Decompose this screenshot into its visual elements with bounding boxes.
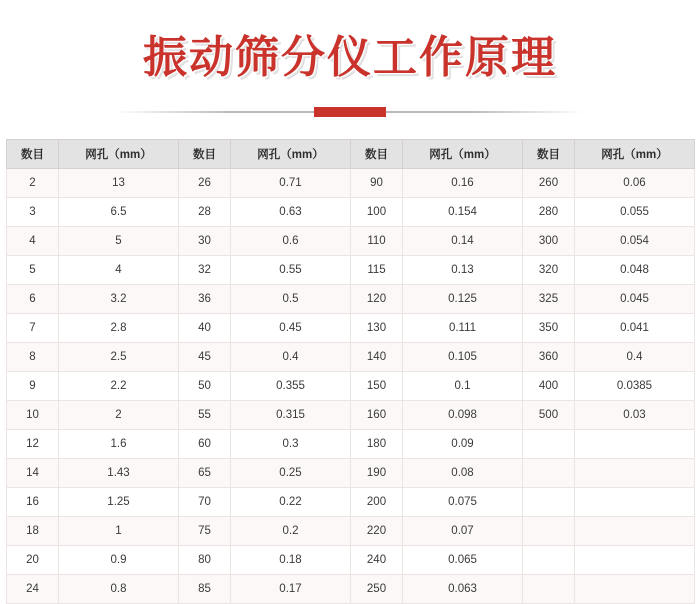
table-cell: 2.5: [59, 343, 179, 372]
table-cell: 240: [351, 546, 403, 575]
table-cell: 0.22: [231, 488, 351, 517]
table-row: [7, 343, 695, 372]
table-cell: 0.355: [231, 372, 351, 401]
table-row: [7, 285, 695, 314]
table-cell: 180: [351, 430, 403, 459]
table-row: [7, 372, 695, 401]
table-cell: 280: [523, 198, 575, 227]
table-body: [7, 169, 695, 604]
title-area: [0, 0, 700, 117]
table-cell: 140: [351, 343, 403, 372]
table-cell: 85: [179, 575, 231, 604]
table-cell: 100: [351, 198, 403, 227]
table-cell: 500: [523, 401, 575, 430]
table-row: [7, 430, 695, 459]
page-title: 振动筛分仪工作原理: [143, 32, 557, 83]
table-row: [7, 401, 695, 430]
table-cell: 0.55: [231, 256, 351, 285]
table-cell: [575, 546, 695, 575]
table-cell: [523, 517, 575, 546]
table-cell: 220: [351, 517, 403, 546]
table-cell: 0.9: [59, 546, 179, 575]
table-cell: 2: [7, 169, 59, 198]
table-cell: 24: [7, 575, 59, 604]
table-cell: 0.055: [575, 198, 695, 227]
table-cell: 55: [179, 401, 231, 430]
table-cell: 0.5: [231, 285, 351, 314]
column-header-mesh-count-4: 数目: [523, 140, 575, 169]
table-cell: 80: [179, 546, 231, 575]
table-cell: 8: [7, 343, 59, 372]
table-cell: 28: [179, 198, 231, 227]
table-cell: 120: [351, 285, 403, 314]
table-cell: 60: [179, 430, 231, 459]
table-cell: 36: [179, 285, 231, 314]
table-cell: 0.07: [403, 517, 523, 546]
table-cell: 320: [523, 256, 575, 285]
table-cell: 4: [7, 227, 59, 256]
column-header-aperture-1: 网孔（mm）: [59, 140, 179, 169]
table-cell: 300: [523, 227, 575, 256]
table-cell: 13: [59, 169, 179, 198]
column-header-mesh-count-2: 数目: [179, 140, 231, 169]
table-cell: 0.09: [403, 430, 523, 459]
column-header-mesh-count-1: 数目: [7, 140, 59, 169]
table-cell: 0.0385: [575, 372, 695, 401]
table-cell: 0.075: [403, 488, 523, 517]
table-cell: 0.03: [575, 401, 695, 430]
table-cell: 2.2: [59, 372, 179, 401]
table-cell: 250: [351, 575, 403, 604]
table-cell: 1.25: [59, 488, 179, 517]
table-cell: 0.17: [231, 575, 351, 604]
table-row: [7, 227, 695, 256]
table-cell: 26: [179, 169, 231, 198]
table-cell: 0.45: [231, 314, 351, 343]
table-cell: 3.2: [59, 285, 179, 314]
table-cell: 0.08: [403, 459, 523, 488]
table-cell: 9: [7, 372, 59, 401]
table-cell: 0.065: [403, 546, 523, 575]
table-cell: 190: [351, 459, 403, 488]
table-cell: 0.054: [575, 227, 695, 256]
table-cell: 0.041: [575, 314, 695, 343]
table-cell: 0.16: [403, 169, 523, 198]
table-cell: 0.8: [59, 575, 179, 604]
table-cell: 50: [179, 372, 231, 401]
table-cell: 0.063: [403, 575, 523, 604]
table-cell: 0.18: [231, 546, 351, 575]
table-row: [7, 459, 695, 488]
table-cell: 16: [7, 488, 59, 517]
table-cell: 0.71: [231, 169, 351, 198]
table-cell: [575, 488, 695, 517]
table-row: [7, 488, 695, 517]
table-cell: 400: [523, 372, 575, 401]
table-cell: 0.3: [231, 430, 351, 459]
table-header-row: [7, 140, 695, 169]
table-cell: 1.6: [59, 430, 179, 459]
column-header-aperture-2: 网孔（mm）: [231, 140, 351, 169]
table-cell: 65: [179, 459, 231, 488]
table-cell: 0.13: [403, 256, 523, 285]
table-cell: 0.048: [575, 256, 695, 285]
table-cell: 75: [179, 517, 231, 546]
table-cell: 0.125: [403, 285, 523, 314]
table-cell: 0.4: [231, 343, 351, 372]
table-cell: [523, 430, 575, 459]
table-cell: 0.111: [403, 314, 523, 343]
table-cell: 260: [523, 169, 575, 198]
table-cell: 325: [523, 285, 575, 314]
table-cell: 30: [179, 227, 231, 256]
column-header-aperture-4: 网孔（mm）: [575, 140, 695, 169]
table-cell: 14: [7, 459, 59, 488]
table-cell: [523, 459, 575, 488]
mesh-spec-table-wrap: [0, 139, 700, 604]
table-cell: 20: [7, 546, 59, 575]
table-cell: 70: [179, 488, 231, 517]
table-cell: 32: [179, 256, 231, 285]
table-cell: 1.43: [59, 459, 179, 488]
table-cell: [575, 575, 695, 604]
table-row: [7, 169, 695, 198]
title-divider: [115, 107, 585, 117]
table-cell: [575, 430, 695, 459]
table-cell: 7: [7, 314, 59, 343]
table-cell: 0.045: [575, 285, 695, 314]
table-cell: 0.06: [575, 169, 695, 198]
table-cell: 150: [351, 372, 403, 401]
column-header-mesh-count-3: 数目: [351, 140, 403, 169]
table-cell: 18: [7, 517, 59, 546]
table-cell: 0.154: [403, 198, 523, 227]
table-cell: 90: [351, 169, 403, 198]
mesh-spec-table: [6, 139, 695, 604]
table-header: [7, 140, 695, 169]
table-cell: 360: [523, 343, 575, 372]
table-cell: 0.14: [403, 227, 523, 256]
table-cell: [575, 517, 695, 546]
table-cell: 0.315: [231, 401, 351, 430]
table-cell: [523, 546, 575, 575]
table-cell: [523, 575, 575, 604]
table-cell: 0.25: [231, 459, 351, 488]
table-cell: [523, 488, 575, 517]
table-cell: 110: [351, 227, 403, 256]
table-row: [7, 314, 695, 343]
table-cell: 45: [179, 343, 231, 372]
table-cell: 4: [59, 256, 179, 285]
table-row: [7, 517, 695, 546]
table-cell: 10: [7, 401, 59, 430]
table-row: [7, 575, 695, 604]
table-row: [7, 256, 695, 285]
table-cell: 12: [7, 430, 59, 459]
table-cell: 2.8: [59, 314, 179, 343]
table-cell: 115: [351, 256, 403, 285]
divider-accent-block: [314, 107, 386, 117]
table-cell: 3: [7, 198, 59, 227]
table-cell: 0.098: [403, 401, 523, 430]
table-cell: 1: [59, 517, 179, 546]
table-cell: 5: [59, 227, 179, 256]
table-cell: 0.1: [403, 372, 523, 401]
table-cell: 0.63: [231, 198, 351, 227]
table-cell: 160: [351, 401, 403, 430]
table-cell: 2: [59, 401, 179, 430]
table-cell: 6.5: [59, 198, 179, 227]
table-cell: 40: [179, 314, 231, 343]
table-cell: 0.105: [403, 343, 523, 372]
table-row: [7, 198, 695, 227]
column-header-aperture-3: 网孔（mm）: [403, 140, 523, 169]
table-cell: 0.2: [231, 517, 351, 546]
table-cell: 350: [523, 314, 575, 343]
table-cell: [575, 459, 695, 488]
table-cell: 200: [351, 488, 403, 517]
table-cell: 6: [7, 285, 59, 314]
table-cell: 0.4: [575, 343, 695, 372]
table-cell: 0.6: [231, 227, 351, 256]
table-cell: 5: [7, 256, 59, 285]
table-cell: 130: [351, 314, 403, 343]
table-row: [7, 546, 695, 575]
